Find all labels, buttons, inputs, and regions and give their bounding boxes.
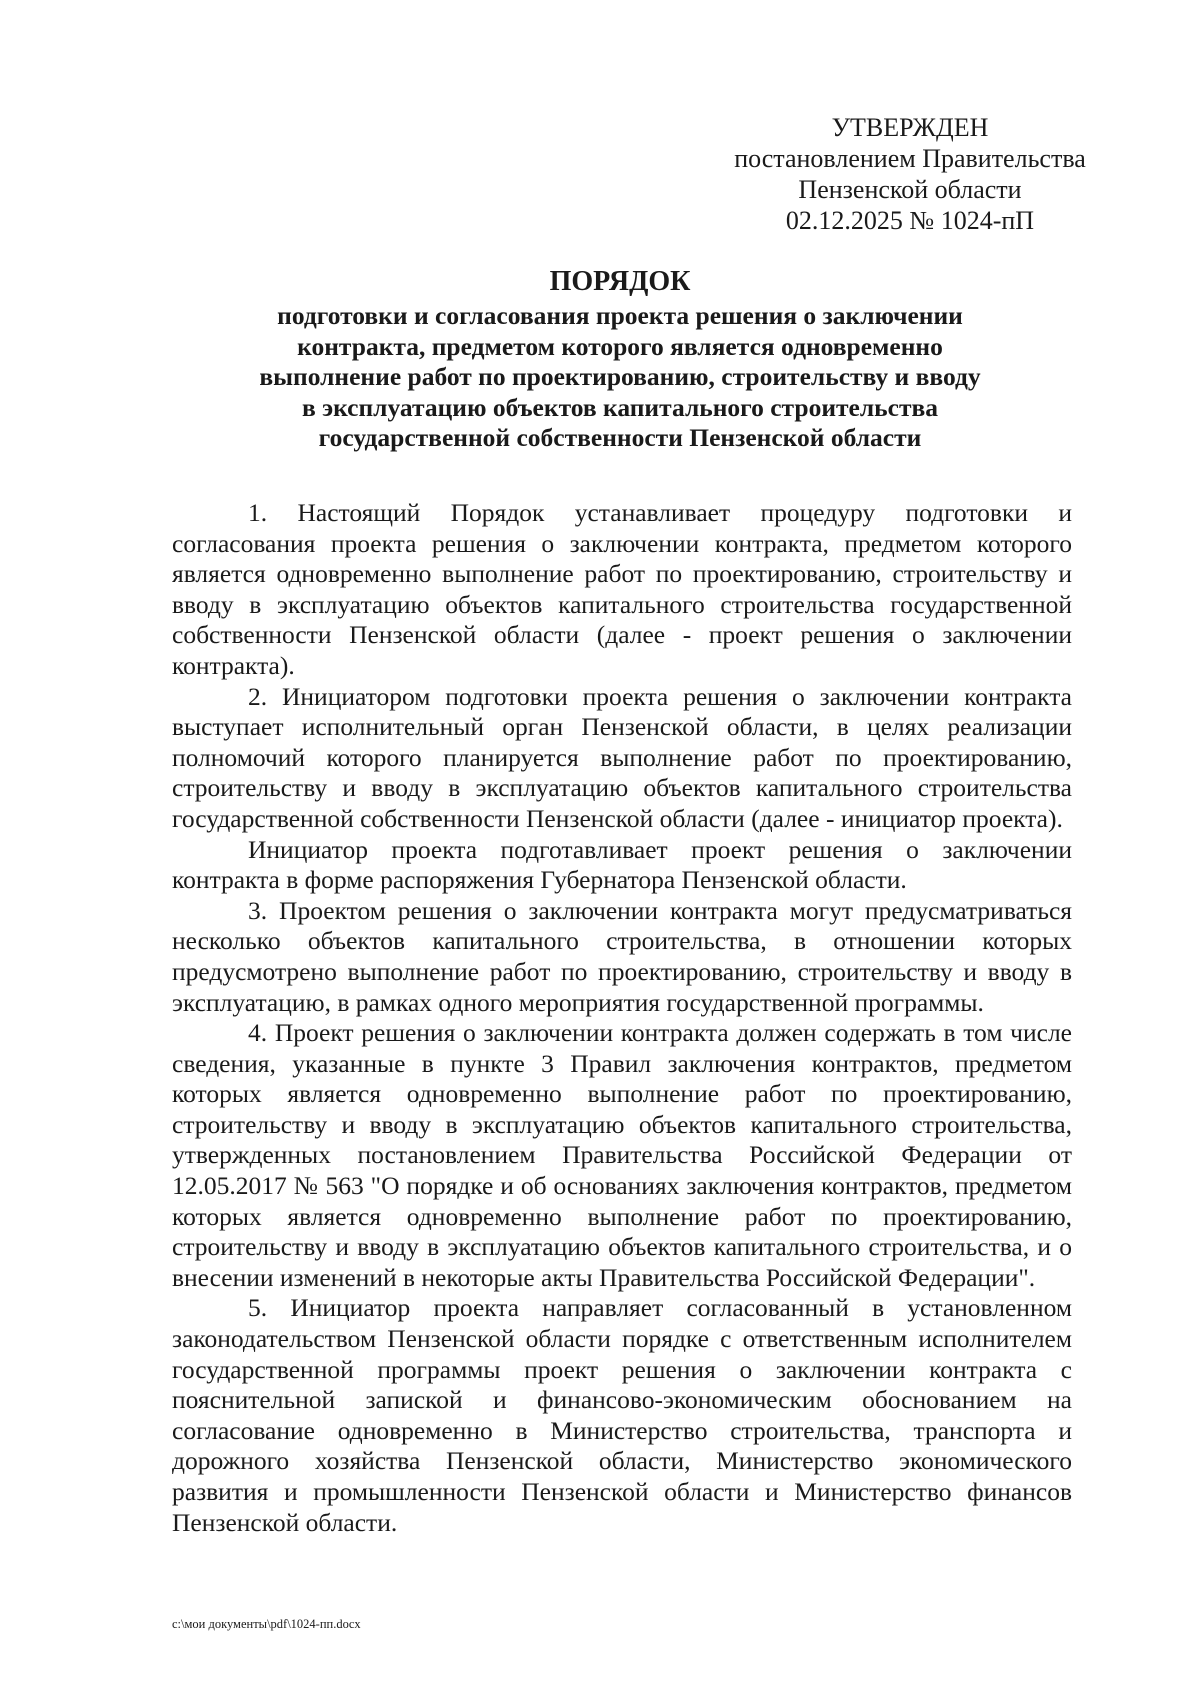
approval-authority: постановлением Правительства: [734, 144, 1086, 173]
subtitle-line: выполнение работ по проектированию, строительству и вводу: [259, 362, 981, 391]
subtitle-line: в эксплуатацию объектов капитального строительства: [301, 392, 939, 422]
document-title: ПОРЯДОК: [549, 266, 691, 297]
subtitle-line: подготовки и согласования проекта решения о заключении: [277, 301, 963, 330]
document-title-block: [170, 265, 1070, 454]
document-body: [172, 498, 1072, 1538]
paragraph-4: 4. Проект решения о заключении контракта должен содержать в том числе сведения, указанные в пункте 3 Правил заключения контрактов, предметом которых является одновременно выполнение работ по проектированию, строительству и вводу в эксплуатацию объектов капитального строительства, утвержденных постановлением Правительства Российской Федерации от 12.05.2017 № 563 "О порядке и об основаниях заключения контрактов, предметом которых является одновременно выполнение работ по проектированию, строительству и вводу в эксплуатацию объектов капитального строительства, и о внесении изменений в некоторые акты Правительства Российской Федерации".: [172, 1018, 1072, 1292]
approval-heading: УТВЕРЖДЕН: [831, 113, 989, 142]
paragraph-1: 1. Настоящий Порядок устанавливает процедуру подготовки и согласования проекта решения о заключении контракта, предметом которого является одновременно выполнение работ по проектированию, строительству и вводу в эксплуатацию объектов капитального строительства государственной собственности Пензенской области (далее - проект решения о заключении контракта).: [172, 498, 1072, 680]
subtitle-line: государственной собственности Пензенской области: [318, 423, 922, 452]
subtitle-line: контракта, предметом которого является одновременно: [297, 331, 943, 361]
paragraph-2: 2. Инициатором подготовки проекта решения о заключении контракта выступает исполнительный орган Пензенской области, в целях реализации полномочий которого планируется выполнение работ по проектированию, строительству и вводу в эксплуатацию объектов капитального строительства государственной собственности Пензенской области (далее - инициатор проекта).: [172, 681, 1072, 833]
approval-region: Пензенской области: [798, 175, 1022, 204]
paragraph-5: 5. Инициатор проекта направляет согласованный в установленном законодательством Пензенской области порядке с ответственным исполнителем государственной программы проект решения о заключении контракта с пояснительной запиской и финансово-экономическим обоснованием на согласование одновременно в Министерство строительства, транспорта и дорожного хозяйства Пензенской области, Министерство экономического развития и промышленности Пензенской области и Министерство финансов Пензенской области.: [172, 1293, 1072, 1537]
footer-file-path: c:\мои документы\pdf\1024-пп.docx: [172, 1617, 361, 1631]
approval-date-number: 02.12.2025 № 1024-пП: [785, 206, 1035, 235]
approval-stamp: [700, 112, 1120, 236]
paragraph-2-continued: Инициатор проекта подготавливает проект решения о заключении контракта в форме распоряжения Губернатора Пензенской области.: [172, 834, 1072, 895]
document-subtitle: [170, 301, 1070, 454]
paragraph-3: 3. Проектом решения о заключении контракта могут предусматриваться несколько объектов капитального строительства, в отношении которых предусмотрено выполнение работ по проектированию, строительству и вводу в эксплуатацию, в рамках одного мероприятия государственной программы.: [172, 895, 1072, 1017]
